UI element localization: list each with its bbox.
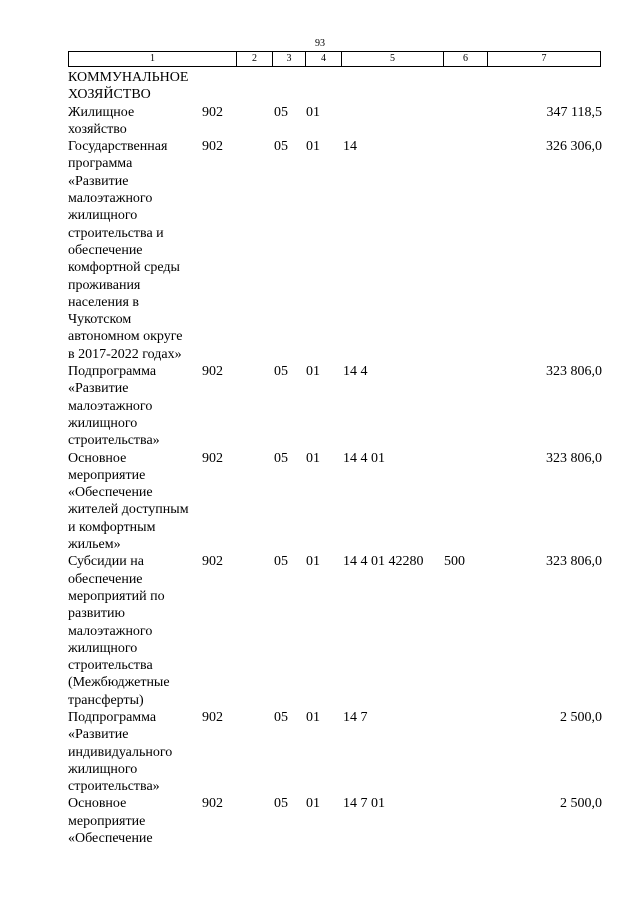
subsection-code: 01 <box>306 139 320 155</box>
page-number: 93 <box>315 38 325 49</box>
target-article-code: 14 7 <box>343 709 368 725</box>
row-name: Государственная программа «Развитие малоэтажного жилищного строительства и обеспечение комфортной среды проживания населения в Чукотском автономном округе в 2017-2022 годах» <box>68 139 183 362</box>
table-row <box>68 795 608 847</box>
section-title-row <box>68 69 608 104</box>
ministry-code: 902 <box>202 554 223 570</box>
table-row <box>68 709 608 795</box>
table-body <box>68 69 608 847</box>
amount: 347 118,5 <box>546 104 602 120</box>
subsection-code: 01 <box>306 554 320 570</box>
header-col-3: 3 <box>273 52 306 66</box>
table-row <box>68 553 608 709</box>
row-name: Подпрограмма «Развитие индивидуального жилищного строительства» <box>68 709 173 795</box>
ministry-code: 902 <box>202 709 223 725</box>
table-header <box>68 51 601 67</box>
section-code: 05 <box>274 709 288 725</box>
section-code: 05 <box>274 450 288 466</box>
row-name: Субсидии на обеспечение мероприятий по развитию малоэтажного жилищного строительства (Межбюджетные трансферты) <box>68 554 170 708</box>
ministry-code: 902 <box>202 450 223 466</box>
target-article-code: 14 <box>343 139 357 155</box>
expense-type-code: 500 <box>444 554 465 570</box>
subsection-code: 01 <box>306 104 320 120</box>
section-code: 05 <box>274 554 288 570</box>
table-row <box>68 104 608 139</box>
table-row <box>68 138 608 363</box>
header-col-1: 1 <box>69 52 237 66</box>
header-col-7: 7 <box>541 53 547 64</box>
section-code: 05 <box>274 139 288 155</box>
ministry-code: 902 <box>202 104 223 120</box>
amount: 326 306,0 <box>546 139 602 155</box>
subsection-code: 01 <box>306 364 320 380</box>
row-name: Подпрограмма «Развитие малоэтажного жилищного строительства» <box>68 364 160 449</box>
row-name: Жилищное хозяйство <box>68 104 135 137</box>
target-article-code: 14 4 01 <box>343 450 385 466</box>
subsection-code: 01 <box>306 709 320 725</box>
target-article-code: 14 4 <box>343 364 368 380</box>
section-title: КОММУНАЛЬНОЕ ХОЗЯЙСТВО <box>68 70 189 103</box>
header-col-5: 5 <box>342 52 444 66</box>
row-name: Основное мероприятие «Обеспечение жителей доступным и комфортным жильем» <box>68 450 189 553</box>
amount: 2 500,0 <box>560 796 602 812</box>
row-name: Основное мероприятие «Обеспечение <box>68 796 153 847</box>
ministry-code: 902 <box>202 796 223 812</box>
subsection-code: 01 <box>306 796 320 812</box>
amount: 323 806,0 <box>546 364 602 380</box>
header-col-6: 6 <box>444 52 488 66</box>
amount: 323 806,0 <box>546 450 602 466</box>
header-col-4: 4 <box>306 52 342 66</box>
table-row <box>68 450 608 554</box>
section-code: 05 <box>274 796 288 812</box>
ministry-code: 902 <box>202 139 223 155</box>
ministry-code: 902 <box>202 364 223 380</box>
target-article-code: 14 7 01 <box>343 796 385 812</box>
target-article-code: 14 4 01 42280 <box>343 554 424 570</box>
amount: 323 806,0 <box>546 554 602 570</box>
amount: 2 500,0 <box>560 709 602 725</box>
table-row <box>68 363 608 449</box>
header-col-2: 2 <box>237 52 273 66</box>
subsection-code: 01 <box>306 450 320 466</box>
section-code: 05 <box>274 364 288 380</box>
section-code: 05 <box>274 104 288 120</box>
